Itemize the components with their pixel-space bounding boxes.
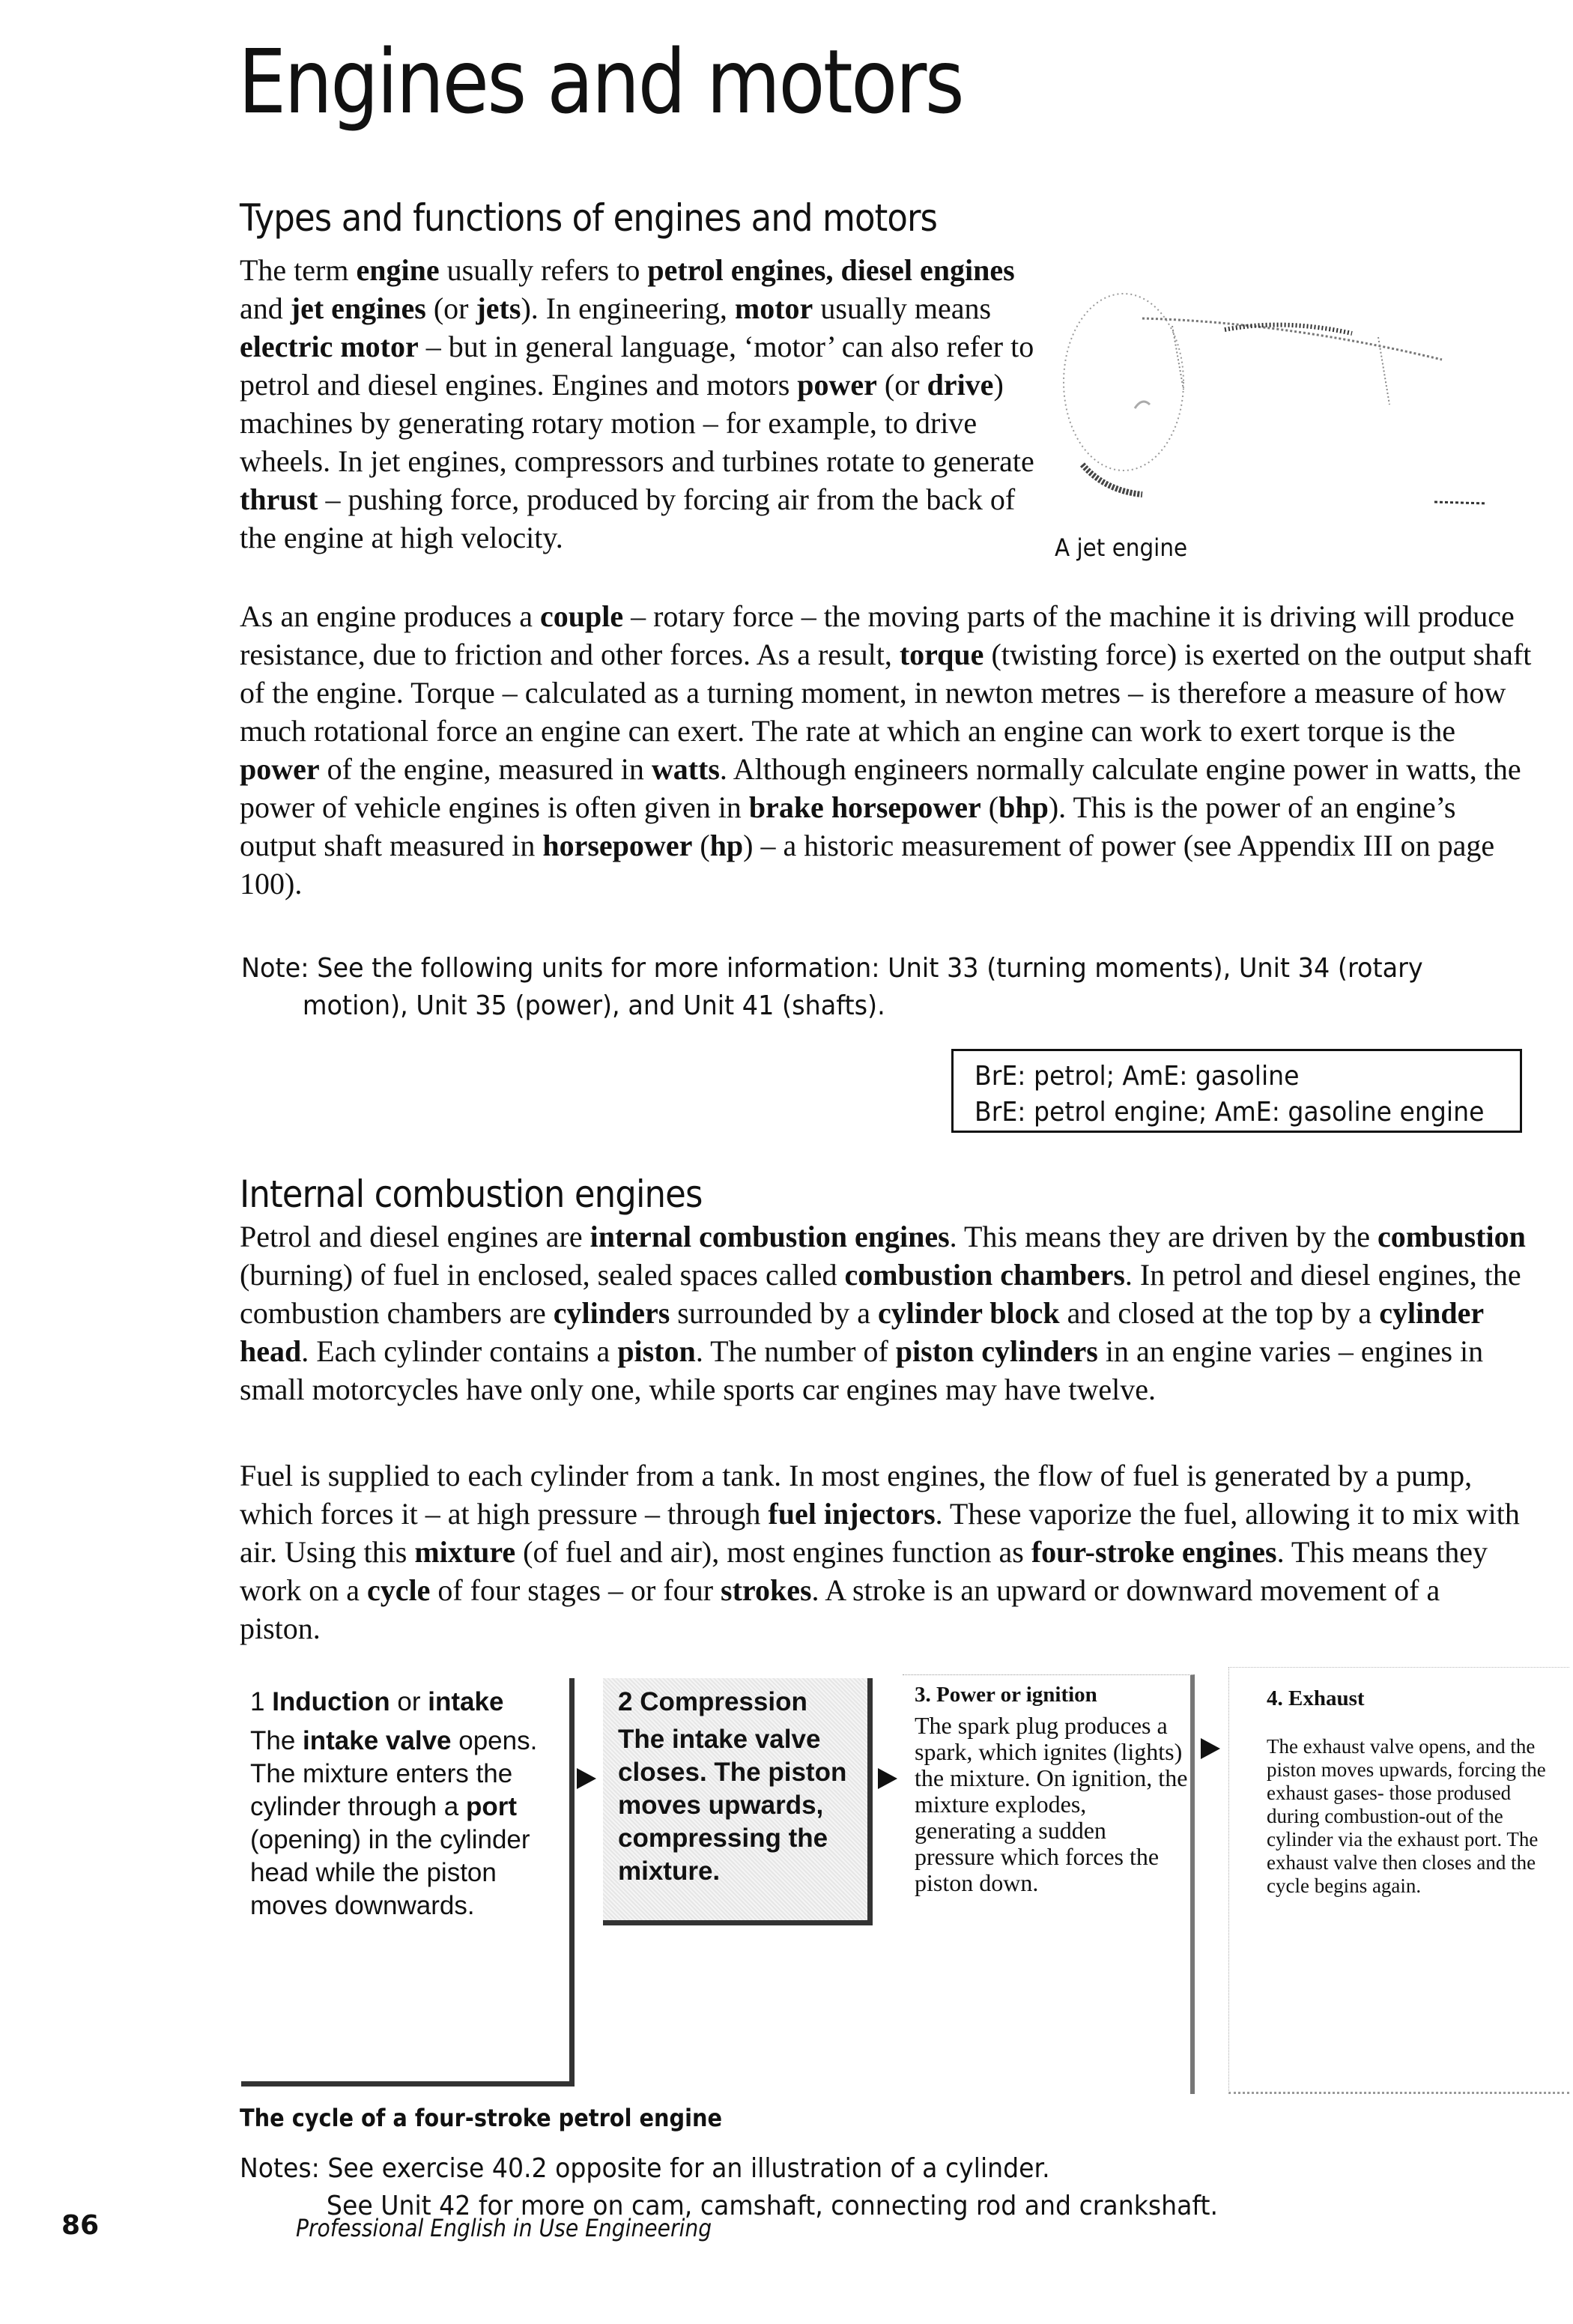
stage-4-exhaust <box>1228 1667 1569 2094</box>
stage-title: 4. Exhaust <box>1267 1686 1365 1710</box>
stage-text: The intake valve opens. The mixture enters the cylinder through a port (opening) in the cylinder head while the piston moves downwards. <box>250 1726 538 1920</box>
stage-2-compression <box>603 1678 873 1925</box>
usage-line-2: BrE: petrol engine; AmE: gasoline engine <box>975 1097 1485 1128</box>
arrow-right-icon <box>878 1768 897 1789</box>
paragraph-torque-power: As an engine produces a couple – rotary force – the moving parts of the machine it is driving will produce resistance, due to friction and other forces. As a result, torque (twisting force) is exerted on the output shaft of the engine. Torque – calculated as a turning moment, in newton metres – is therefore a measure of how much rotational force an engine can exert. The rate at which an engine can work to exert torque is the power of the engine, measured in watts. Although engineers normally calculate engine power in watts, the power of vehicle engines is often given in brake horsepower (bhp). This is the power of an engine’s output shaft measured in horsepower (hp) – a historic measurement of power (see Appendix III on page 100). <box>240 599 1532 901</box>
arrow-right-icon <box>577 1768 596 1789</box>
section-heading-internal-combustion: Internal combustion engines <box>240 1172 703 1216</box>
section-heading-types: Types and functions of engines and motors <box>240 196 938 240</box>
arrow-right-icon <box>1201 1738 1220 1759</box>
stage-1-induction <box>241 1678 575 2087</box>
stage-text: The exhaust valve opens, and the piston moves upwards, forcing the exhaust gases- those prodused during combustion-out of the cylinder via the exhaust port. The exhaust valve then closes and the cycle begins again. <box>1267 1735 1546 1897</box>
stage-title: 3. Power or ignition <box>915 1683 1097 1707</box>
page-title: Engines and motors <box>238 30 963 133</box>
usage-box-bre-ame <box>951 1049 1522 1133</box>
jet-engine-illustration-icon <box>1037 277 1509 532</box>
note-line-1: See the following units for more information: Unit 33 (turning moments), Unit 34 (rotary <box>317 953 1423 984</box>
jet-engine-caption: A jet engine <box>1055 533 1188 562</box>
diagram-caption: The cycle of a four-stroke petrol engine <box>240 2104 723 2132</box>
stage-title: 2 Compression <box>618 1687 807 1716</box>
stage-3-power <box>903 1674 1195 2094</box>
note-units <box>241 950 1440 1025</box>
usage-line-1: BrE: petrol; AmE: gasoline <box>975 1061 1300 1092</box>
paragraph-fuel-four-stroke: Fuel is supplied to each cylinder from a tank. In most engines, the flow of fuel is generated by a pump, which forces it – at high pressure – through fuel injectors. These vaporize the fuel, allowing it to mix with air. Using this mixture (of fuel and air), most engines function as four-stroke engines. This means they work on a cycle of four stages – or four strokes. A stroke is an upward or downward movement of a piston. <box>240 1459 1520 1645</box>
paragraph-types-intro: The term engine usually refers to petrol engines, diesel engines and jet engines (or jets). In engineering, motor usually means electric motor – but in general language, ‘motor’ can also refer to petrol and diesel engines. Engines and motors power (or drive) machines by generating rotary motion – for example, to drive wheels. In jet engines, compressors and turbines rotate to generate thrust – pushing force, produced by forcing air from the back of the engine at high velocity. <box>240 253 1034 554</box>
notes-line-2: See Unit 42 for more on cam, camshaft, connecting rod and crankshaft. <box>326 2191 1219 2221</box>
stage-text: The intake valve closes. The piston moves upwards, compressing the mixture. <box>618 1725 847 1886</box>
note-label: Note: <box>241 953 309 984</box>
page-number: 86 <box>61 2210 100 2241</box>
paragraph-internal-combustion: Petrol and diesel engines are internal combustion engines. This means they are driven by the combustion (burning) of fuel in enclosed, sealed spaces called combustion chambers. In petrol and diesel engines, the combustion chambers are cylinders surrounded by a cylinder block and closed at the top by a cylinder head. Each cylinder contains a piston. The number of piston cylinders in an engine varies – engines in small motorcycles have only one, while sports car engines may have twelve. <box>240 1220 1526 1406</box>
stage-title: 1 Induction or intake <box>250 1687 504 1716</box>
notes-label: Notes: <box>240 2153 320 2184</box>
footer-book-title: Professional English in Use Engineering <box>296 2214 712 2242</box>
jet-engine-image <box>1037 277 1509 532</box>
notes-line-1: See exercise 40.2 opposite for an illustration of a cylinder. <box>327 2153 1050 2184</box>
stage-text: The spark plug produces a spark, which ignites (lights) the mixture. On ignition, the mixture explodes, generating a sudden pressure which forces the piston down. <box>915 1712 1188 1896</box>
note-line-2: motion), Unit 35 (power), and Unit 41 (shafts). <box>302 990 885 1021</box>
